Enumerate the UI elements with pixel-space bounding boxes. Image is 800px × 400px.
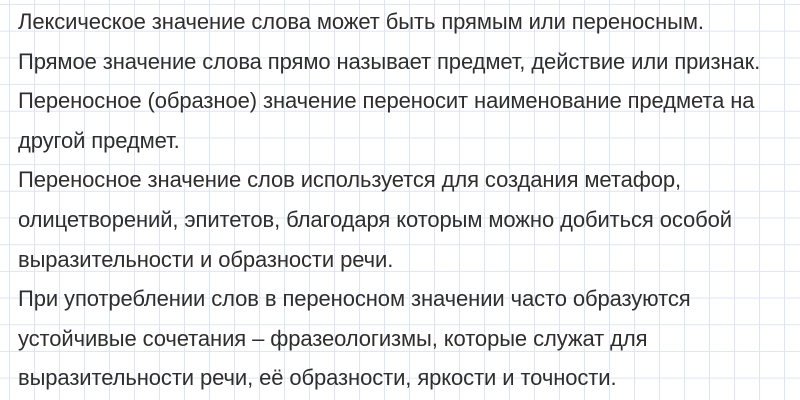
text-line: Переносное (образное) значение переносит наименование предмета на [18, 88, 755, 114]
text-line: олицетворений, эпитетов, благодаря которым можно добиться особой [18, 206, 732, 232]
text-line: выразительности и образности речи. [18, 246, 394, 272]
text-line: Переносное значение слов используется для создания метафор, [18, 167, 681, 193]
text-line: При употреблении слов в переносном значении часто образуются [18, 286, 691, 312]
text-line: Прямое значение слова прямо называет предмет, действие или признак. [18, 48, 761, 74]
text-line: выразительности речи, её образности, яркости и точности. [18, 365, 617, 391]
text-line: другой предмет. [18, 127, 180, 153]
text-line: устойчивые сочетания – фразеологизмы, которые служат для [18, 325, 648, 351]
lesson-text [18, 2, 794, 398]
text-line: Лексическое значение слова может быть прямым или переносным. [18, 9, 704, 34]
